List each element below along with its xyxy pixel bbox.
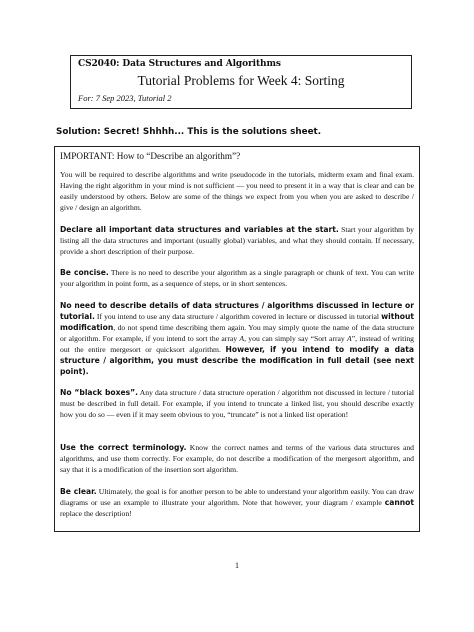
paragraph-terminology-text: Know the correct names and terms of the various data structures and algorithms, and use them correctly. For example, do not describe a modification of the mergesort algorithm, and say that it is a modification of the insertion sort algorithm.	[60, 443, 414, 474]
paragraph-no-details	[60, 300, 414, 377]
page-number: 1	[235, 561, 239, 570]
paragraph-concise-heading: Be concise.	[60, 268, 109, 277]
paragraph-black-boxes-heading: No “black boxes”.	[60, 388, 139, 397]
paragraph-no-details-text-d: ”, instead of writing out the entire mergesort or quicksort algorithm.	[60, 334, 415, 354]
paragraph-declare-heading: Declare all important data structures and variables at the start.	[60, 225, 339, 234]
tutorial-title: Tutorial Problems for Week 4: Sorting	[137, 73, 345, 88]
solution-line: Solution: Secret! Shhhh... This is the solutions sheet.	[56, 127, 322, 137]
paragraph-be-clear-heading: Be clear.	[60, 487, 97, 496]
intro-paragraph	[60, 169, 414, 213]
paragraph-be-clear	[60, 486, 414, 519]
paragraph-be-clear-text-b: replace the description!	[60, 509, 132, 518]
paragraph-terminology-heading: Use the correct terminology.	[60, 443, 187, 452]
array-variable: A	[347, 334, 352, 343]
paragraph-no-details-text-c: , you can simply say “Sort array	[244, 334, 348, 343]
paragraph-no-details-text-b: , do not spend time describing them again. You may simply quote the name of the data structure or algorithm. For example, if you intend to sort the array	[60, 323, 414, 343]
paragraph-be-clear-emphasis: cannot	[384, 498, 414, 507]
paragraph-concise-text: There is no need to describe your algorithm as a single paragraph or chunk of text. You can write your algorithm in point form, as a sequence of steps, or in short sentences.	[60, 268, 414, 288]
paragraph-no-details-text-a: If you intend to use any data structure / algorithm covered in lecture or discussed in tutorial	[94, 312, 382, 321]
paragraph-no-details-emphasis: without modification	[60, 312, 414, 332]
paragraph-no-details-warning: However, if you intend to modify a data structure / algorithm, you must describe the modification in full detail (see next point).	[60, 345, 414, 376]
paragraph-declare-text: Start your algorithm by listing all the data structures and important (usually global) variables, and what they should contain. If necessary, provide a short description of their purpose.	[60, 225, 414, 256]
paragraph-terminology	[60, 442, 414, 475]
paragraph-no-details-heading: No need to describe details of data structures / algorithms discussed in lecture or tutorial.	[60, 301, 414, 321]
header-box	[70, 55, 412, 109]
important-box	[54, 146, 420, 532]
tutorial-date: For: 7 Sep 2023, Tutorial 2	[78, 93, 172, 103]
paragraph-black-boxes	[60, 387, 414, 420]
box-title: IMPORTANT: How to “Describe an algorithm”?	[60, 151, 241, 161]
paragraph-concise	[60, 267, 414, 289]
paragraph-black-boxes-text: Any data structure / data structure operation / algorithm not discussed in lecture / tutorial must be described in full detail. For example, if you intend to truncate a linked list, you should describe exactly how you do so — even if it may seem obvious to you, “truncate” is not a linked list operation!	[60, 388, 414, 419]
array-variable: A	[239, 334, 245, 343]
course-name: CS2040: Data Structures and Algorithms	[78, 59, 281, 69]
intro-text: You will be required to describe algorithms and write pseudocode in the tutorials, midterm exam and final exam. Having the right algorithm in your mind is not sufficient — you need to present it in a way that is clear and can be easily understood by others. Below are some of the things we expect from you when you are asked to describe / give / design an algorithm.	[60, 170, 414, 212]
paragraph-declare	[60, 224, 414, 257]
paragraph-be-clear-text-a: Ultimately, the goal is for another person to be able to understand your algorithm easily. You can draw diagrams or use an example to illustrate your algorithm. Note that however, your diagram / example	[60, 487, 414, 507]
